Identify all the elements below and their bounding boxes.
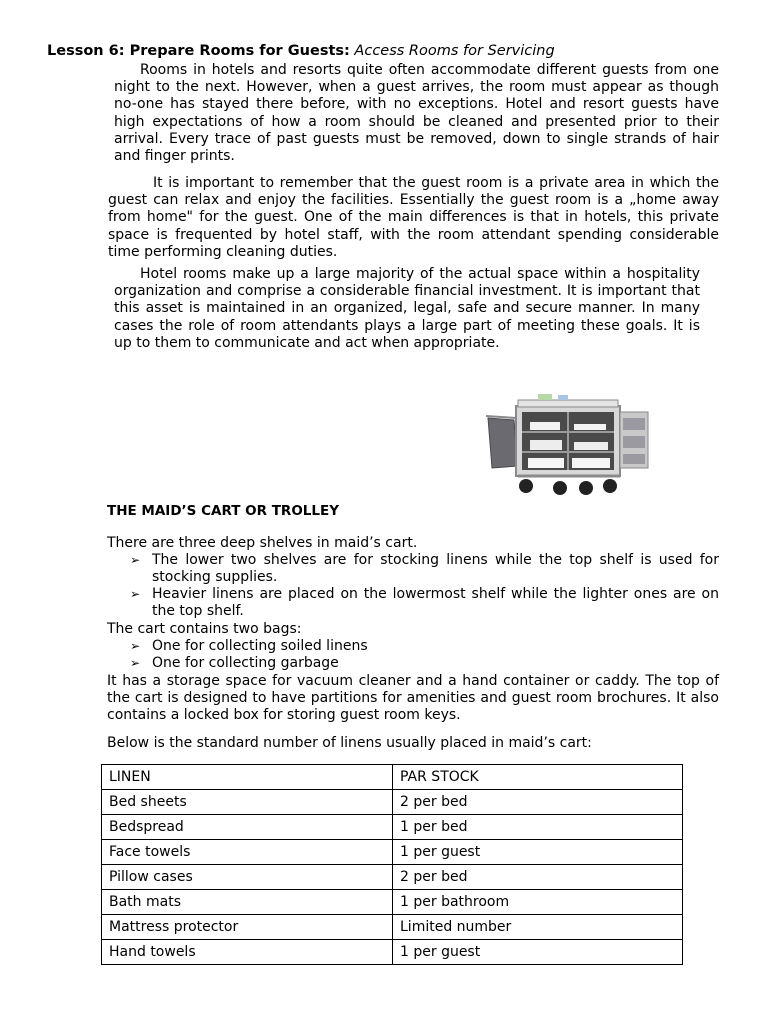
storage-paragraph: It has a storage space for vacuum cleaner and a hand container or caddy. The top of the cart is designed to have partitions for amenities and guest room brochures. It also contains a locked box for storing guest room keys. bbox=[107, 673, 719, 724]
table-row bbox=[102, 790, 683, 815]
lesson-title-italic: Access Rooms for Servicing bbox=[354, 43, 555, 59]
par-stock-cell: 1 per guest bbox=[393, 840, 683, 865]
arrow-bullet-icon: ➢ bbox=[130, 587, 141, 601]
linen-cell: Pillow cases bbox=[102, 865, 393, 890]
table-header-row bbox=[102, 765, 683, 790]
linen-cell: Bath mats bbox=[102, 890, 393, 915]
lesson-title-bold: Lesson 6: Prepare Rooms for Guests: bbox=[47, 43, 350, 59]
table-row bbox=[102, 840, 683, 865]
table-row bbox=[102, 890, 683, 915]
table-intro: Below is the standard number of linens usually placed in maid’s cart: bbox=[107, 735, 592, 751]
arrow-bullet-icon: ➢ bbox=[130, 639, 141, 653]
par-stock-cell: 1 per bathroom bbox=[393, 890, 683, 915]
table-row bbox=[102, 815, 683, 840]
linen-cell: Face towels bbox=[102, 840, 393, 865]
linen-par-stock-table bbox=[101, 764, 683, 965]
par-stock-cell: 2 per bed bbox=[393, 865, 683, 890]
list-item bbox=[130, 552, 719, 586]
par-stock-cell: 1 per guest bbox=[393, 940, 683, 965]
section-heading: THE MAID’S CART OR TROLLEY bbox=[107, 503, 339, 519]
intro-paragraph-2: It is important to remember that the guest room is a private area in which the guest can relax and enjoy the facilities. Essentially the guest room is a „home away from home" for the guest. One of the main differences is that in hotels, this private space is frequented by hotel staff, with the room attendant spending considerable time performing cleaning duties. bbox=[108, 175, 719, 260]
linen-cell: Hand towels bbox=[102, 940, 393, 965]
cart-linen-bag bbox=[488, 418, 518, 468]
arrow-bullet-icon: ➢ bbox=[130, 553, 141, 567]
arrow-bullet-icon: ➢ bbox=[130, 656, 141, 670]
par-stock-cell: 2 per bed bbox=[393, 790, 683, 815]
header-linen: LINEN bbox=[102, 765, 393, 790]
shelves-intro: There are three deep shelves in maid’s cart. bbox=[107, 535, 418, 551]
par-stock-cell: 1 per bed bbox=[393, 815, 683, 840]
linen-cell: Mattress protector bbox=[102, 915, 393, 940]
table-row bbox=[102, 915, 683, 940]
table-row bbox=[102, 940, 683, 965]
linen-cell: Bed sheets bbox=[102, 790, 393, 815]
intro-paragraph-3: Hotel rooms make up a large majority of the actual space within a hospitality organization and comprise a considerable financial investment. It is important that this asset is maintained in an organized, legal, safe and secure manner. In many cases the role of room attendants plays a large part of meeting these goals. It is up to them to communicate and act when appropriate. bbox=[114, 266, 700, 351]
list-item bbox=[130, 655, 719, 672]
maid-cart-image bbox=[478, 392, 656, 502]
shelf-bullet-1: The lower two shelves are for stocking linens while the top shelf is used for stocking supplies. bbox=[152, 552, 719, 586]
bags-intro: The cart contains two bags: bbox=[107, 621, 302, 637]
bag-bullet-2: One for collecting garbage bbox=[152, 655, 339, 671]
table-row bbox=[102, 865, 683, 890]
list-item bbox=[130, 638, 719, 655]
bag-bullet-1: One for collecting soiled linens bbox=[152, 638, 368, 654]
linen-cell: Bedspread bbox=[102, 815, 393, 840]
list-item bbox=[130, 586, 719, 620]
par-stock-cell: Limited number bbox=[393, 915, 683, 940]
shelf-bullet-2: Heavier linens are placed on the lowermost shelf while the lighter ones are on the top shelf. bbox=[152, 586, 719, 620]
header-par-stock: PAR STOCK bbox=[393, 765, 683, 790]
lesson-title bbox=[47, 43, 555, 59]
intro-paragraph-1: Rooms in hotels and resorts quite often accommodate different guests from one night to the next. However, when a guest arrives, the room must appear as though no-one has stayed there before, with no exceptions. Hotel and resort guests have high expectations of how a room should be cleaned and presented prior to their arrival. Every trace of past guests must be removed, down to single strands of hair and finger prints. bbox=[114, 62, 719, 165]
